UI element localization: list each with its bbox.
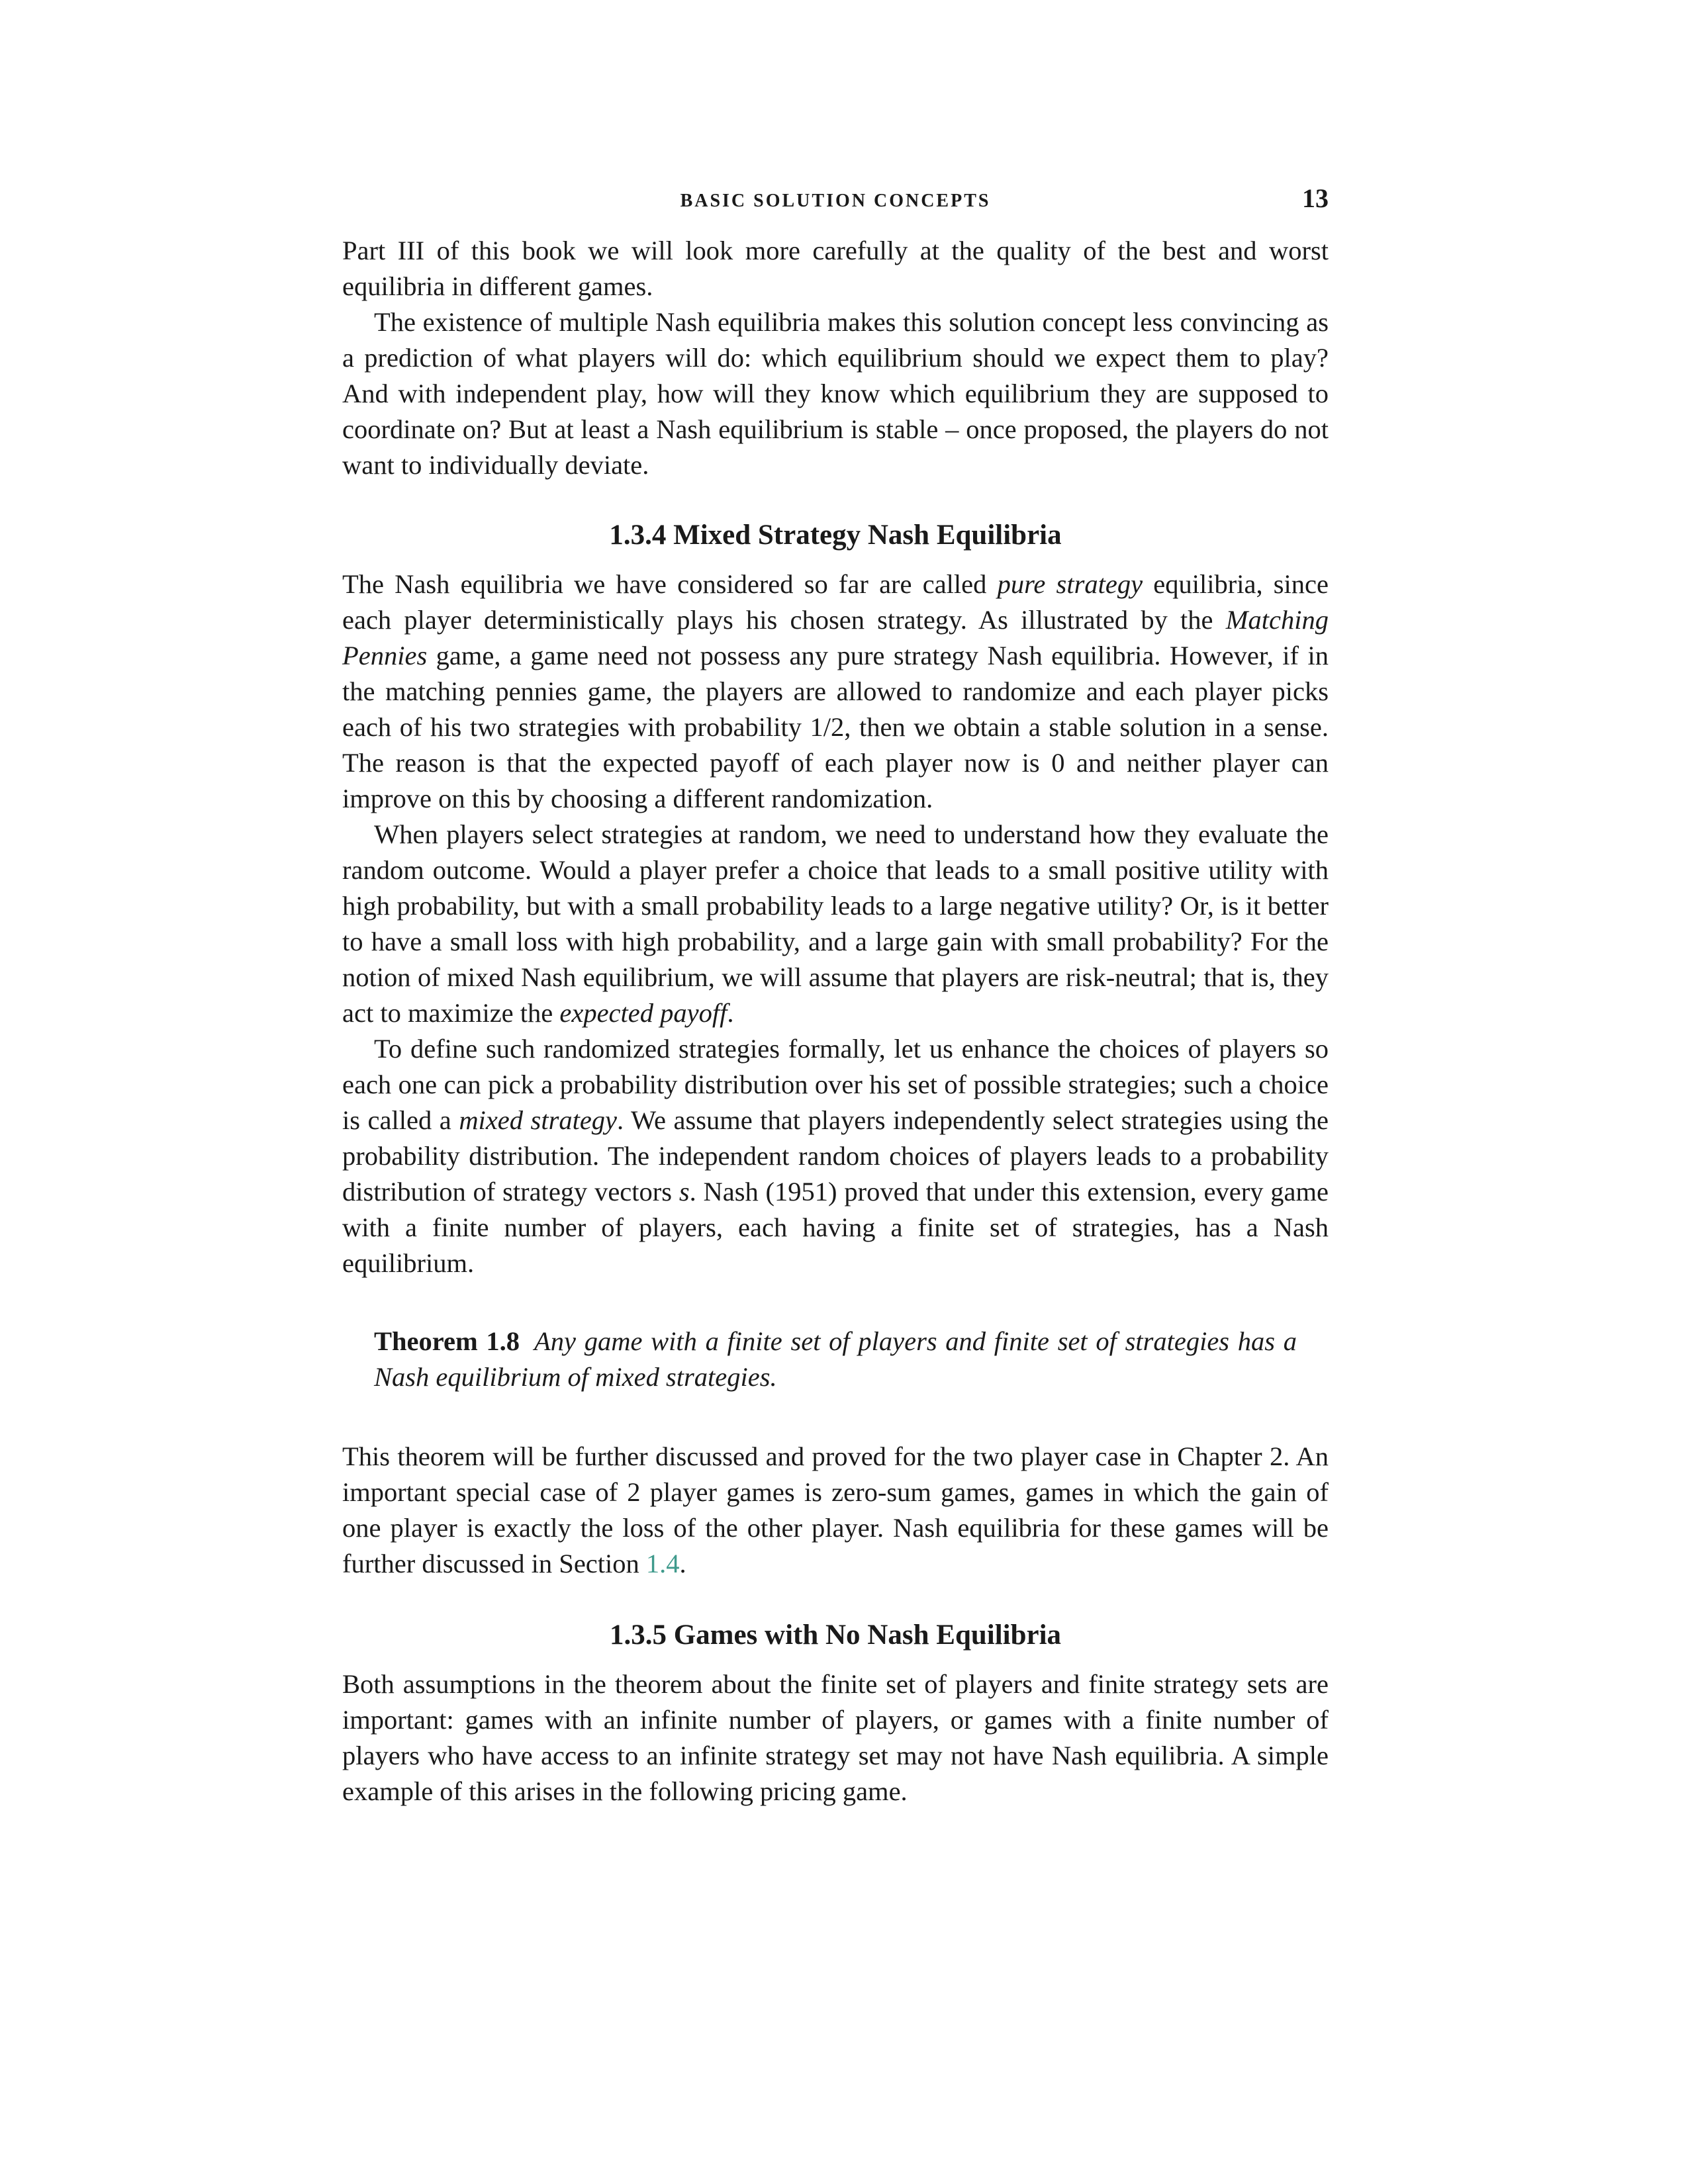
page-number: 13 bbox=[1302, 183, 1329, 213]
text-run: The Nash equilibria we have considered so far are called bbox=[342, 569, 998, 599]
text-run: . Nash (1951) proved that under this extension, every game with a finite number of players, each having a finite set of strategies, has a Nash equilibrium. bbox=[342, 1177, 1329, 1278]
section-heading-1-3-4: 1.3.4 Mixed Strategy Nash Equilibria bbox=[609, 520, 1062, 551]
text-run: This theorem will be further discussed and proved for the two player case in Chapter 2. An important special case of 2 player games is zero-sum games, games in which the gain of one player is exactly the loss of the other player. Nash equilibria for these games will be further discussed in Section bbox=[342, 1441, 1329, 1578]
text-run: game, a game need not possess any pure strategy Nash equilibria. However, if in the matching pennies game, the players are allowed to randomize and each player picks each of his two strategies with probability 1/2, then we obtain a stable solution in a sense. The reason is that the expected payoff of each player now is 0 and neither player can improve on this by choosing a different randomization. bbox=[342, 641, 1329, 813]
math-symbol-s: s bbox=[679, 1177, 690, 1206]
text-run: To define such randomized strategies formally, let us enhance the choices of players so each one can pick a probability distribution over his set of possible strategies; such a choice is called a bbox=[342, 1034, 1329, 1135]
post-theorem-paragraph bbox=[342, 1439, 1329, 1582]
section-1-4-link[interactable]: 1.4 bbox=[645, 1549, 680, 1578]
theorem-block bbox=[374, 1324, 1297, 1395]
text-run: equilibria, since each player deterministically plays his chosen strategy. As illustrated by the bbox=[342, 569, 1329, 635]
theorem-label: Theorem 1.8 bbox=[374, 1326, 520, 1356]
running-title: BASIC SOLUTION CONCEPTS bbox=[680, 191, 991, 211]
mixed-paragraph-2 bbox=[342, 817, 1329, 1031]
text-run: . bbox=[727, 998, 734, 1028]
intro-paragraph-2: The existence of multiple Nash equilibria makes this solution concept less convincing as a prediction of what players will do: which equilibrium should we expect them to play? And with independent play, how will they know which equilibrium they are supposed to coordinate on? But at least a Nash equilibrium is stable – once proposed, the players do not want to individually deviate. bbox=[342, 307, 1329, 480]
mixed-paragraph-1 bbox=[342, 567, 1329, 817]
intro-paragraph-1: Part III of this book we will look more carefully at the quality of the best and worst equilibria in different games. bbox=[342, 236, 1329, 301]
book-page bbox=[342, 179, 1329, 1809]
emphasis-matching-pennies: Matching Pennies bbox=[342, 605, 1329, 670]
mixed-paragraph-3 bbox=[342, 1031, 1329, 1281]
emphasis-mixed-strategy: mixed strategy bbox=[459, 1105, 618, 1135]
text-run: . bbox=[679, 1549, 686, 1578]
running-head bbox=[342, 179, 1329, 218]
no-nash-paragraph-1: Both assumptions in the theorem about the finite set of players and finite strategy sets are important: games with an infinite number of players, or games with a finite number of players who have access to an infinite strategy set may not have Nash equilibria. A simple example of this arises in the following pricing game. bbox=[342, 1669, 1329, 1806]
text-run: When players select strategies at random, we need to understand how they evaluate the random outcome. Would a player prefer a choice that leads to a small positive utility with high probability, but with a small probability leads to a large negative utility? Or, is it better to have a small loss with high probability, and a large gain with small probability? For the notion of mixed Nash equilibrium, we will assume that players are risk-neutral; that is, they act to maximize the bbox=[342, 819, 1329, 1028]
emphasis-pure-strategy: pure strategy bbox=[997, 569, 1143, 599]
emphasis-expected-payoff: expected payoff bbox=[559, 998, 727, 1028]
text-run: . We assume that players independently select strategies using the probability distribution. The independent random choices of players leads to a probability distribution of strategy vectors bbox=[342, 1105, 1329, 1206]
theorem-statement: Any game with a finite set of players and finite set of strategies has a Nash equilibrium of mixed strategies. bbox=[374, 1326, 1297, 1392]
section-heading-1-3-5: 1.3.5 Games with No Nash Equilibria bbox=[609, 1619, 1062, 1651]
